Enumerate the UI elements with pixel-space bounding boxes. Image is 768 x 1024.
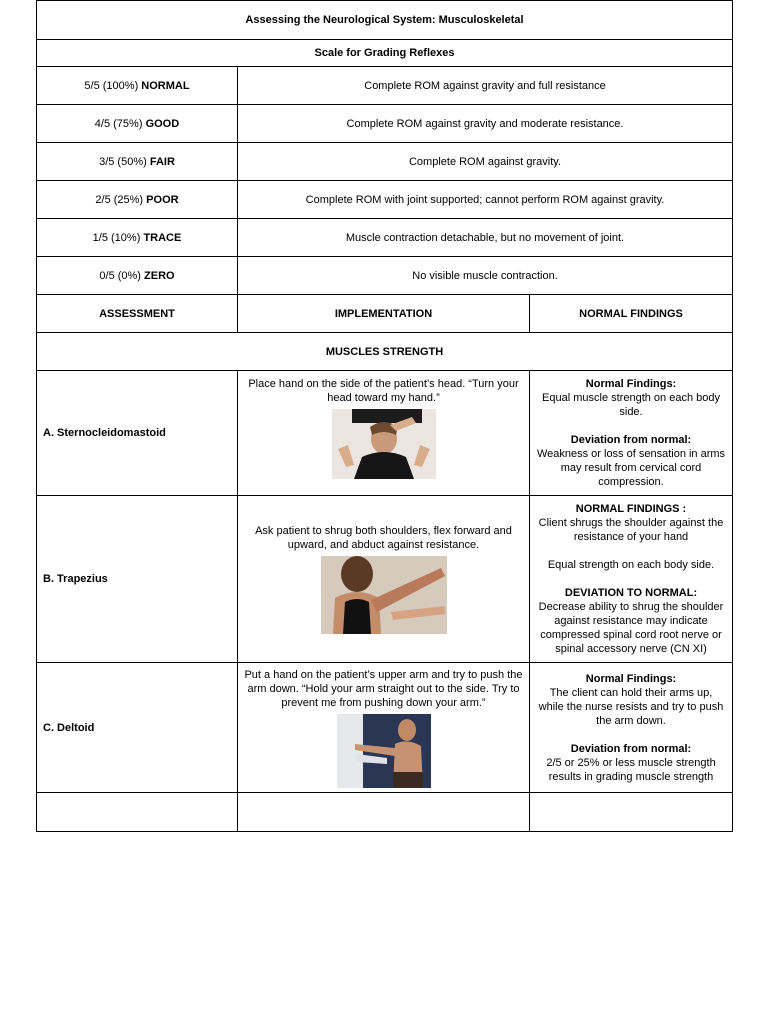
findings-cell — [530, 663, 733, 793]
grade-description: Complete ROM against gravity and full resistance — [238, 67, 733, 105]
findings-cell — [530, 496, 733, 663]
grade-score: 2/5 (25%) POOR — [37, 181, 238, 219]
grade-row — [37, 105, 733, 143]
grade-score: 4/5 (75%) GOOD — [37, 105, 238, 143]
grade-row — [37, 67, 733, 105]
normal-findings-text-2: Equal strength on each body side. — [547, 559, 715, 571]
grade-description: Muscle contraction detachable, but no movement of joint. — [238, 219, 733, 257]
column-headers — [37, 295, 733, 333]
normal-findings-text: Client shrugs the shoulder against the resistance of your hand — [538, 517, 724, 543]
muscle-name: A. Sternocleidomastoid — [37, 371, 238, 496]
document-title: Assessing the Neurological System: Musculoskeletal — [37, 1, 733, 40]
table-row — [37, 496, 733, 663]
normal-findings-title: Normal Findings: — [585, 378, 677, 390]
muscle-name: C. Deltoid — [37, 663, 238, 793]
muscle-name: B. Trapezius — [37, 496, 238, 663]
deltoid-photo — [337, 714, 431, 788]
implementation-text: Put a hand on the patient’s upper arm and try to push the arm down. “Hold your arm straight out to the side. Try to prevent me from pushing down your arm.” — [244, 668, 523, 709]
deviation-title: Deviation from normal: — [570, 742, 692, 755]
grade-score: 5/5 (100%) NORMAL — [37, 67, 238, 105]
header-findings: NORMAL FINDINGS — [530, 295, 733, 333]
grade-score: 0/5 (0%) ZERO — [37, 257, 238, 295]
empty-row — [37, 793, 733, 832]
deviation-text: Decrease ability to shrug the shoulder against resistance may indicate compressed spinal cord root nerve or spinal accessory nerve (CN XI) — [538, 601, 724, 655]
implementation-cell — [238, 496, 530, 663]
grade-description: Complete ROM against gravity and moderate resistance. — [238, 105, 733, 143]
grade-description: Complete ROM with joint supported; cannot perform ROM against gravity. — [238, 181, 733, 219]
implementation-cell — [238, 371, 530, 496]
deviation-text: 2/5 or 25% or less muscle strength results in grading muscle strength — [546, 756, 716, 783]
header-implementation: IMPLEMENTATION — [238, 295, 530, 333]
assessment-table — [36, 0, 733, 832]
empty-cell — [530, 793, 733, 832]
empty-cell — [238, 793, 530, 832]
section-title: MUSCLES STRENGTH — [37, 333, 733, 371]
normal-findings-text: The client can hold their arms up, while the nurse resists and try to push the arm down. — [538, 686, 724, 727]
grade-score: 3/5 (50%) FAIR — [37, 143, 238, 181]
table-row — [37, 663, 733, 793]
deviation-text: Weakness or loss of sensation in arms may result from cervical cord compression. — [536, 448, 726, 488]
empty-cell — [37, 793, 238, 832]
deviation-title: DEVIATION TO NORMAL: — [564, 587, 698, 599]
deviation-title: Deviation from normal: — [570, 434, 692, 446]
grade-row — [37, 181, 733, 219]
normal-findings-title: Normal Findings: — [585, 672, 677, 685]
normal-findings-title: NORMAL FINDINGS : — [575, 503, 687, 515]
scale-title: Scale for Grading Reflexes — [37, 40, 733, 67]
grade-row — [37, 257, 733, 295]
implementation-cell — [238, 663, 530, 793]
grade-description: No visible muscle contraction. — [238, 257, 733, 295]
grade-score: 1/5 (10%) TRACE — [37, 219, 238, 257]
implementation-text: Ask patient to shrug both shoulders, flex forward and upward, and abduct against resistance. — [255, 525, 512, 551]
grade-row — [37, 219, 733, 257]
grade-row — [37, 143, 733, 181]
grade-description: Complete ROM against gravity. — [238, 143, 733, 181]
normal-findings-text: Equal muscle strength on each body side. — [542, 392, 720, 418]
sternocleidomastoid-photo — [332, 409, 436, 479]
header-assessment: ASSESSMENT — [37, 295, 238, 333]
trapezius-photo — [321, 556, 447, 634]
findings-cell — [530, 371, 733, 496]
implementation-text: Place hand on the side of the patient’s head. “Turn your head toward my hand.” — [248, 378, 519, 404]
table-row — [37, 371, 733, 496]
